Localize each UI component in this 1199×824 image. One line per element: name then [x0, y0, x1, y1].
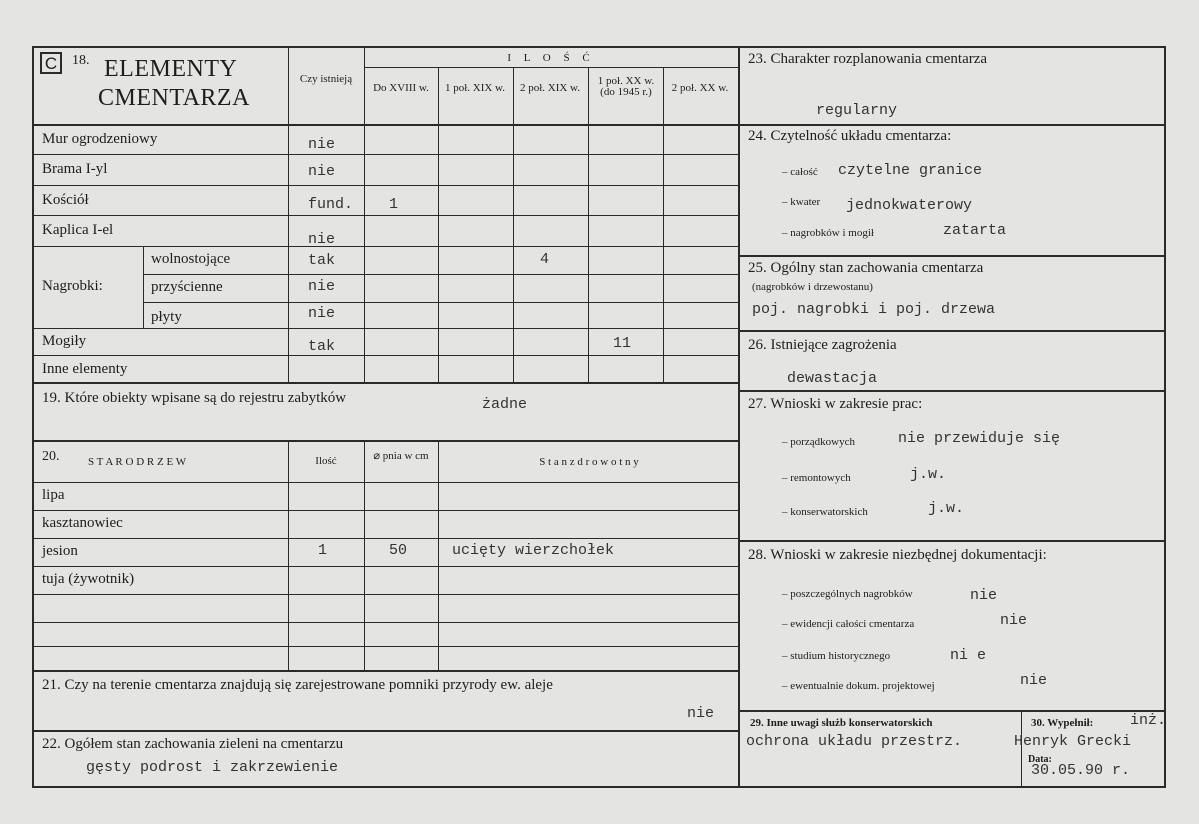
col-line: [288, 441, 289, 670]
row-line: [33, 646, 738, 647]
exists-wolnostojace: tak: [308, 252, 336, 269]
s25-label: 25. Ogólny stan zachowania cmentarza: [748, 260, 984, 276]
exists-mogily: tak: [308, 338, 336, 355]
row-label-wolnostojace: wolnostojące: [151, 251, 231, 267]
s30-name: Henryk Grecki: [1014, 733, 1132, 750]
row-line: [33, 246, 738, 247]
ilosc-line: [364, 67, 738, 68]
row-label-przyscienne: przyścienne: [151, 279, 223, 295]
s25-sublabel: (nagrobków i drzewostanu): [752, 281, 873, 293]
s18-bottom: [32, 382, 738, 384]
row-line: [33, 566, 738, 567]
section-box-letter: C: [40, 52, 62, 74]
col-line: [438, 441, 439, 670]
s30-label: 30. Wypełnił:: [1031, 717, 1094, 729]
s20-col-diameter: ⌀ pnia w cm: [373, 450, 429, 462]
s24-item-label: – całość: [782, 166, 818, 178]
row-label-mur: Mur ogrodzeniowy: [42, 131, 158, 147]
s27-label: 27. Wnioski w zakresie prac:: [748, 396, 923, 412]
period-header-3: 2 poł. XIX w.: [519, 82, 581, 94]
s18-title-line2: CMENTARZA: [98, 85, 250, 111]
tree-state: ucięty wierzchołek: [452, 542, 615, 559]
qty-mogily-1pol-xx: 11: [613, 335, 632, 352]
row-line: [33, 594, 738, 595]
s27-bottom: [738, 540, 1166, 542]
col-line: [588, 67, 589, 382]
s27-item-value: nie przewiduje się: [898, 430, 1061, 447]
tree-name: jesion: [42, 543, 78, 559]
row-label-brama: Brama I-yl: [42, 161, 108, 177]
period-header-1: Do XVIII w.: [373, 82, 429, 94]
s24-bottom: [738, 255, 1166, 257]
s23-label: 23. Charakter rozplanowania cmentarza: [748, 51, 988, 67]
s20-number: 20.: [42, 449, 60, 464]
col-line: [288, 47, 289, 382]
tree-name: tuja (żywotnik): [42, 571, 135, 587]
s27-item-value: j.w.: [928, 500, 965, 517]
tree-name: kasztanowiec: [42, 515, 123, 531]
s27-item-label: – porządkowych: [782, 436, 856, 448]
s21-label: 21. Czy na terenie cmentarza znajdują się zarejestrowane pomniki przyrody ew. aleje: [42, 677, 553, 693]
s23-value: regularny: [816, 102, 898, 119]
row-label-plyty: płyty: [151, 309, 182, 325]
s18-number: 18.: [72, 53, 90, 68]
row-line: [33, 154, 738, 155]
tree-qty: 1: [318, 542, 328, 559]
row-line: [33, 355, 738, 356]
frame-top: [32, 46, 1166, 48]
s19-bottom: [32, 440, 738, 442]
col-line: [663, 67, 664, 382]
s28-item-label: – ewentualnie dokum. projektowej: [782, 680, 935, 692]
s28-item-label: – poszczególnych nagrobków: [782, 588, 913, 600]
row-label-kaplica: Kaplica I-el: [42, 222, 114, 238]
s19-value: żadne: [482, 396, 528, 413]
tree-name: lipa: [42, 487, 65, 503]
exists-plyty: nie: [308, 305, 336, 322]
qty-wolnostojace-2pol-xix: 4: [540, 251, 550, 268]
col-line: [364, 47, 365, 382]
row-line: [33, 328, 738, 329]
col-header-exists: Czy istnieją: [299, 73, 353, 85]
s24-item-label: – kwater: [782, 196, 821, 208]
s21-value: nie: [687, 705, 715, 722]
s20-title: S T A R O D R Z E W: [88, 456, 187, 468]
row-line: [33, 215, 738, 216]
tree-diameter: 50: [389, 542, 408, 559]
s26-label: 26. Istniejące zagrożenia: [748, 337, 897, 353]
col-line: [364, 441, 365, 670]
s24-label: 24. Czytelność układu cmentarza:: [748, 128, 952, 144]
s23-bottom: [738, 124, 1166, 126]
col-line: [513, 67, 514, 382]
s25-value: poj. nagrobki i poj. drzewa: [752, 301, 996, 318]
row-label-nagrobki: Nagrobki:: [42, 278, 103, 294]
s20-header-line: [33, 482, 738, 483]
s28-item-value: nie: [970, 587, 998, 604]
qty-kosciol-xviii: 1: [389, 196, 399, 213]
s29-label: 29. Inne uwagi służb konserwatorskich: [750, 717, 933, 729]
s30-name-prefix: inż.: [1130, 712, 1167, 729]
row-line: [33, 510, 738, 511]
s26-value: dewastacja: [787, 370, 878, 387]
nagrobki-divider: [143, 246, 144, 328]
row-line: [33, 538, 738, 539]
s26-bottom: [738, 390, 1166, 392]
frame-left: [32, 46, 34, 788]
s30-date: 30.05.90 r.: [1031, 762, 1131, 779]
row-label-mogily: Mogiły: [42, 333, 87, 349]
s24-item-value: zatarta: [943, 222, 1007, 239]
exists-brama: nie: [308, 163, 336, 180]
row-line: [33, 622, 738, 623]
row-label-kosciol: Kościół: [42, 192, 89, 208]
s18-header-line: [32, 124, 738, 126]
exists-przyscienne: nie: [308, 278, 336, 295]
row-line: [33, 185, 738, 186]
frame-right: [1164, 46, 1166, 788]
s24-item-value: czytelne granice: [838, 162, 983, 179]
s30-date-label: Data:: [1028, 754, 1052, 765]
s18-title-line1: ELEMENTY: [104, 56, 238, 82]
s25-bottom: [738, 330, 1166, 332]
exists-kaplica: nie: [308, 231, 336, 248]
s27-item-label: – remontowych: [782, 472, 851, 484]
period-header-5: 2 poł. XX w.: [671, 82, 729, 94]
frame-bottom: [32, 786, 1166, 788]
exists-mur: nie: [308, 136, 336, 153]
s22-value: gęsty podrost i zakrzewienie: [86, 759, 339, 776]
s27-item-label: – konserwatorskich: [782, 506, 868, 518]
exists-kosciol: fund.: [308, 196, 354, 213]
s22-label: 22. Ogółem stan zachowania zieleni na cmentarzu: [42, 736, 344, 752]
s19-label: 19. Które obiekty wpisane są do rejestru zabytków: [42, 390, 347, 406]
s28-item-value: ni e: [950, 647, 987, 664]
s28-label: 28. Wnioski w zakresie niezbędnej dokumentacji:: [748, 547, 1047, 563]
main-divider: [738, 46, 740, 788]
period-header-2: 1 poł. XIX w.: [444, 82, 506, 94]
s20-bottom: [32, 670, 738, 672]
ilosc-header: I L O Ś Ć: [507, 52, 595, 64]
s28-item-value: nie: [1020, 672, 1048, 689]
s24-item-value: jednokwaterowy: [846, 197, 973, 214]
period-header-4: 1 poł. XX w. (do 1945 r.): [597, 75, 655, 98]
s21-bottom: [32, 730, 738, 732]
col-line: [438, 67, 439, 382]
s24-item-label: – nagrobków i mogił: [782, 227, 874, 239]
s29-value: ochrona układu przestrz.: [746, 733, 963, 750]
row-line: [143, 302, 738, 303]
s20-col-qty: Ilość: [315, 455, 337, 467]
row-label-inne: Inne elementy: [42, 361, 128, 377]
s28-item-label: – studium historycznego: [782, 650, 891, 662]
s20-col-state: S t a n z d r o w o t n y: [539, 456, 639, 468]
s27-item-value: j.w.: [910, 466, 947, 483]
s28-bottom: [738, 710, 1166, 712]
s28-item-value: nie: [1000, 612, 1028, 629]
s28-item-label: – ewidencji całości cmentarza: [782, 618, 915, 630]
row-line: [143, 274, 738, 275]
